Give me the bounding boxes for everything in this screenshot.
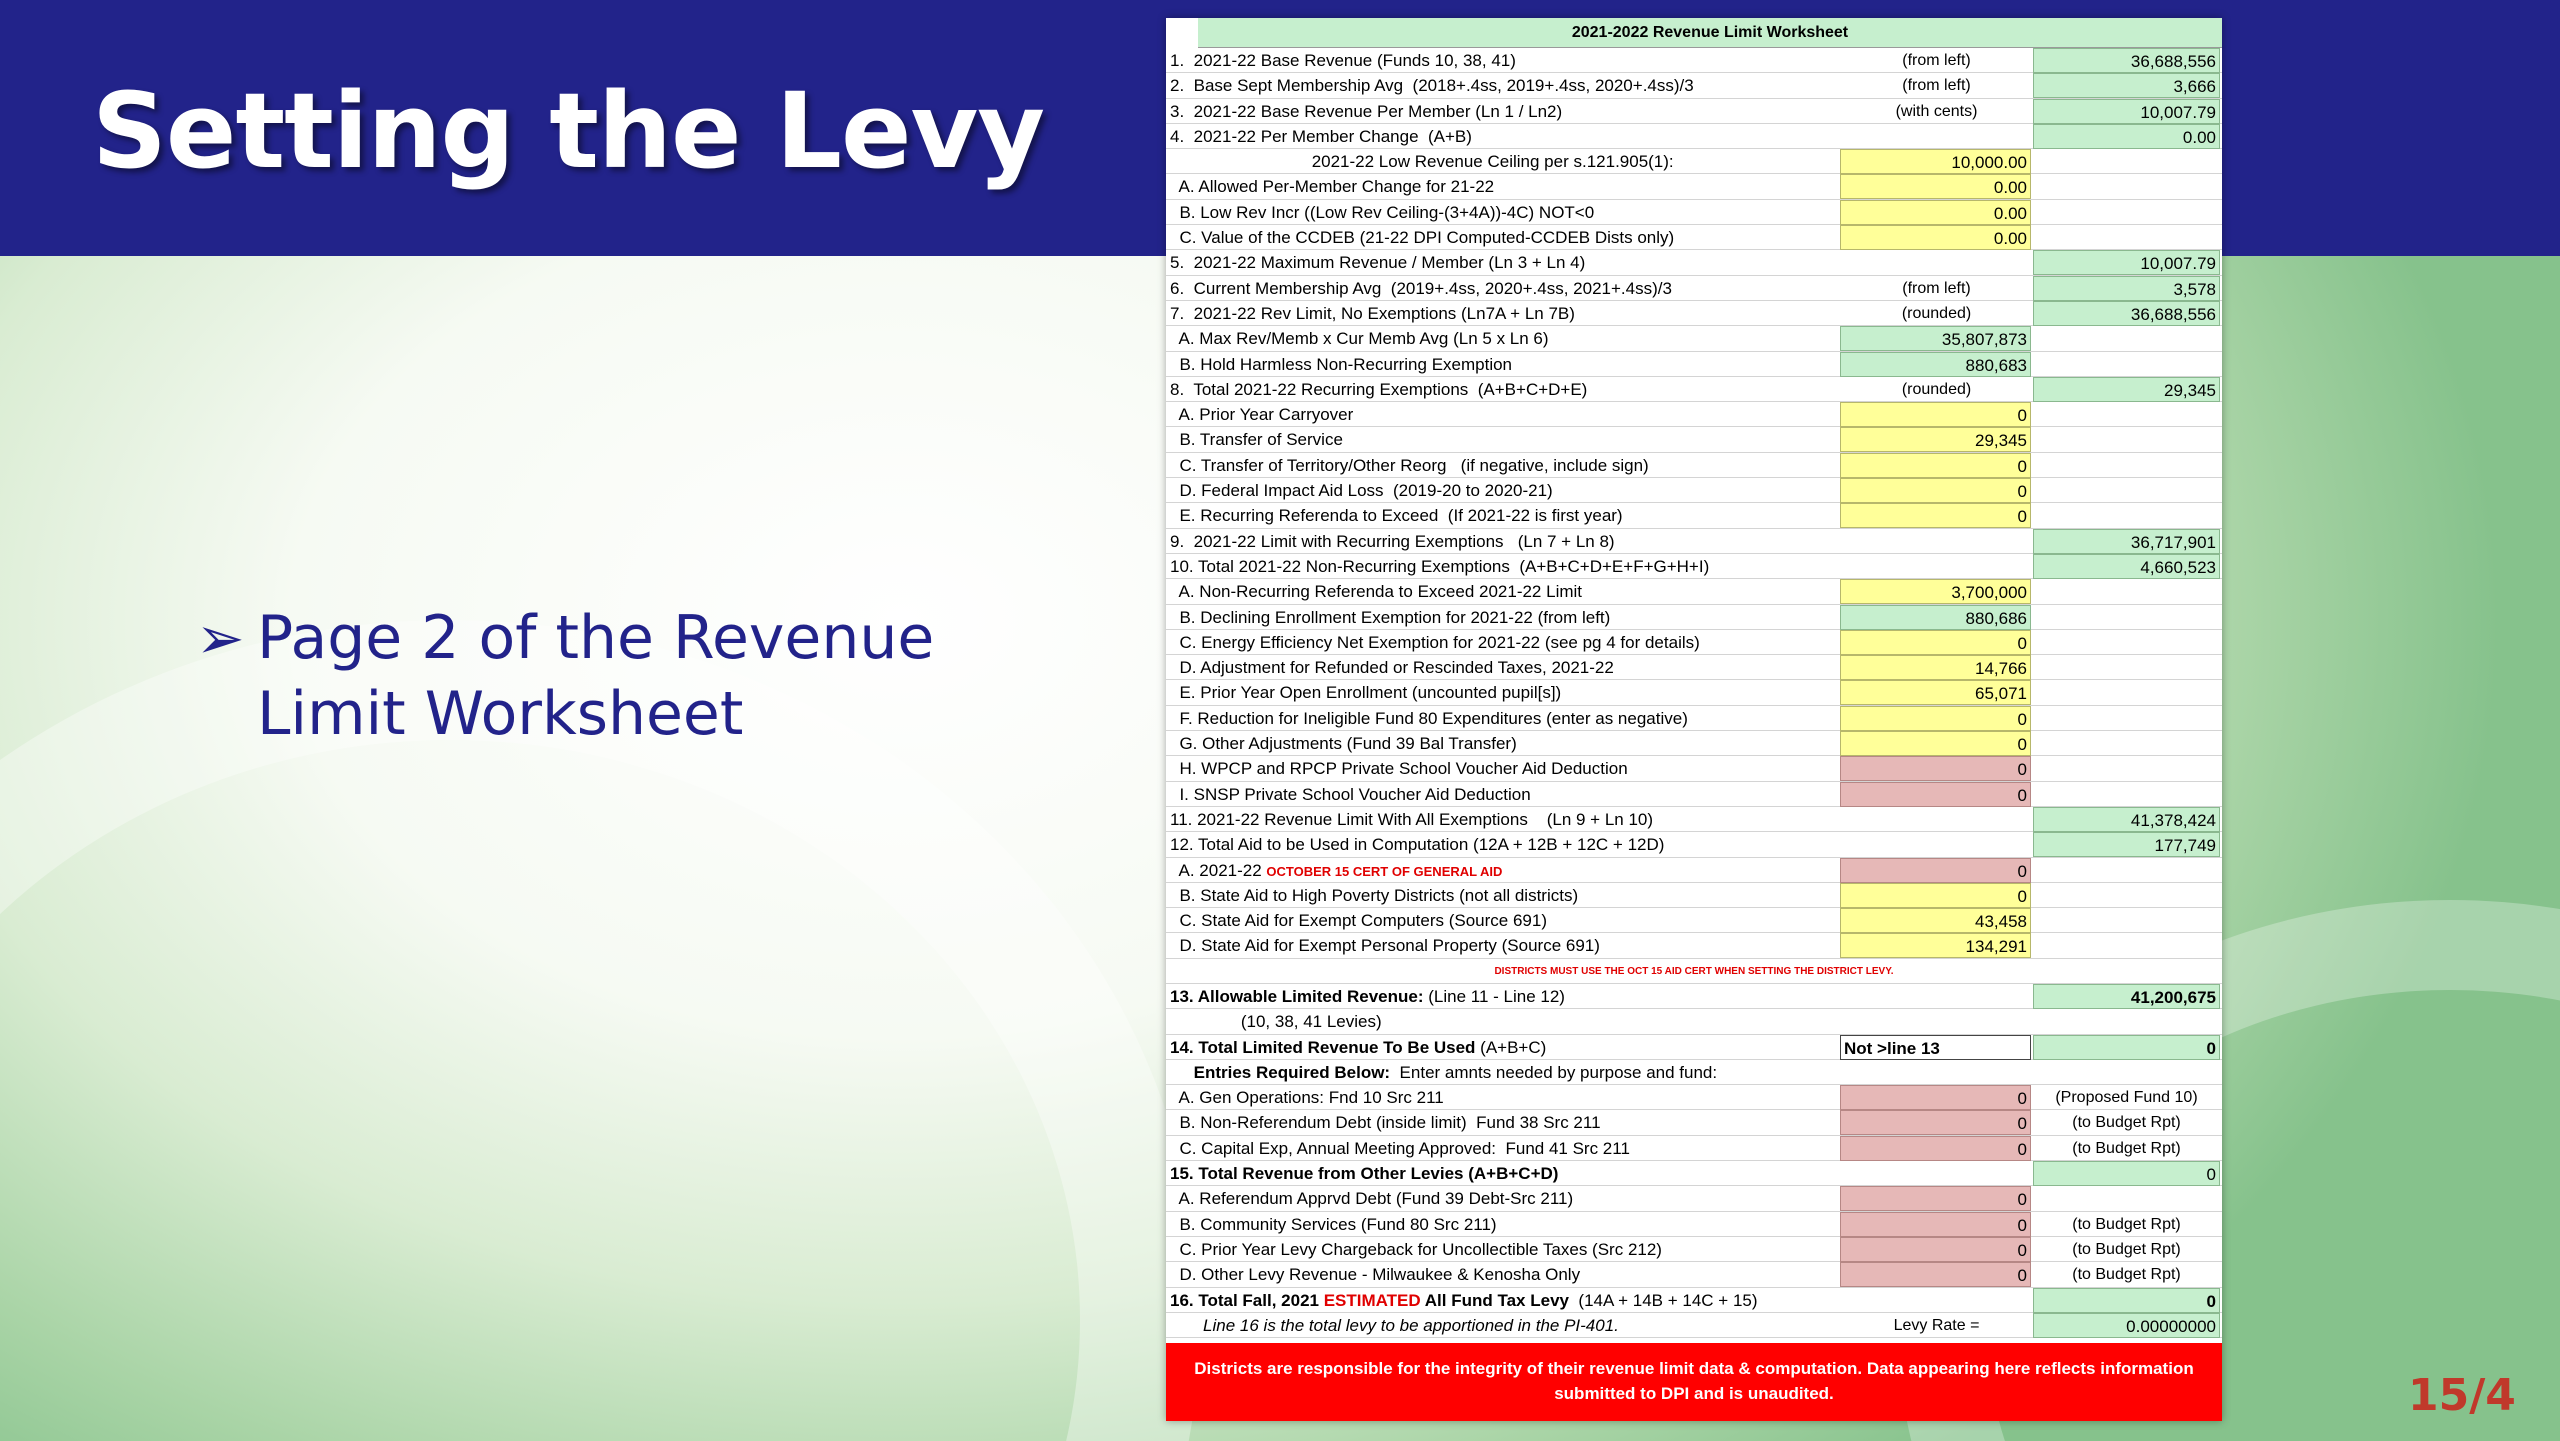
row-label [1170,1009,1840,1034]
row-note: Levy Rate = [1893,1316,1980,1334]
worksheet-row [1166,1161,2222,1186]
worksheet-warning: DISTRICTS MUST USE THE OCT 15 AID CERT WHEN SETTING THE DISTRICT LEVY. [1494,965,1894,977]
worksheet-row [1166,200,2222,225]
row-label [1170,250,1840,275]
row-side-note: (Proposed Fund 10) [2055,1089,2198,1107]
input-cell[interactable]: 3,700,000 [1840,579,2031,604]
row-label-tail: Enter amnts needed by purpose and fund: [1390,1062,1718,1082]
row-label-highlight: ESTIMATED [1323,1290,1421,1310]
row-note: (rounded) [1901,380,1972,398]
row-label-text: H. WPCP and RPCP Private School Voucher Aid Deduction [1170,759,1628,779]
worksheet-row [1166,478,2222,503]
worksheet-row [1166,832,2222,857]
worksheet-row [1166,1136,2222,1161]
row-label [1170,99,1840,124]
worksheet-row [1166,908,2222,933]
worksheet-row [1166,1085,2222,1110]
worksheet-row [1166,630,2222,655]
computed-cell: 0 [2033,1035,2220,1060]
row-note: (from left) [1902,279,1971,297]
row-label [1170,352,1840,377]
row-label-text: 13. Allowable Limited Revenue: [1170,986,1424,1006]
row-label-text: Entries Required Below: [1170,1062,1391,1082]
worksheet-row [1166,149,2222,174]
row-label-text: A. Prior Year Carryover [1170,405,1354,425]
worksheet-row [1166,807,2222,832]
row-label [1170,579,1840,604]
input-cell[interactable]: 0 [1840,1136,2031,1161]
worksheet-row [1166,984,2222,1009]
input-cell[interactable]: 0 [1840,706,2031,731]
row-note: (from left) [1902,52,1971,69]
row-side-note: (to Budget Rpt) [2072,1139,2181,1157]
row-label-text: 2021-22 Low Revenue Ceiling per s.121.905(1): [1170,152,1674,172]
bullet-point [196,600,1016,752]
row-label-text: A. Gen Operations: Fnd 10 Src 211 [1170,1088,1444,1108]
worksheet-row [1166,503,2222,528]
row-side-note: (to Budget Rpt) [2072,1266,2181,1284]
row-label [1170,402,1840,427]
row-label [1170,680,1840,705]
input-cell[interactable]: 10,000.00 [1840,149,2031,174]
worksheet-row [1166,1186,2222,1211]
input-cell[interactable]: 65,071 [1840,680,2031,705]
computed-cell: 0 [2033,1288,2220,1313]
input-cell[interactable]: 0 [1840,1110,2031,1135]
row-label [1170,1085,1840,1110]
page-number: 15/4 [2408,1370,2516,1421]
row-label-text: 4. 2021-22 Per Member Change (A+B) [1170,126,1472,146]
row-label [1170,1212,1840,1237]
input-cell[interactable]: 134,291 [1840,933,2031,958]
computed-cell: 29,345 [2033,377,2220,402]
row-label-text: 6. Current Membership Avg (2019+.4ss, 2020+.4ss, 2021+.4ss)/3 [1170,278,1672,298]
computed-cell: 177,749 [2033,832,2220,857]
input-cell: 35,807,873 [1840,326,2031,351]
row-label-text: Line 16 is the total levy to be apportioned in the PI-401. [1170,1315,1619,1335]
worksheet-row [1166,124,2222,149]
row-note: (with cents) [1895,102,1978,120]
row-label-text: D. Adjustment for Refunded or Rescinded Taxes, 2021-22 [1170,658,1614,678]
worksheet-row [1166,73,2222,98]
computed-cell: 4,660,523 [2033,554,2220,579]
worksheet-row [1166,1035,2222,1060]
bullet-text: Page 2 of the Revenue Limit Worksheet [256,603,935,749]
input-cell[interactable]: 0 [1840,756,2031,781]
row-label [1170,1262,1840,1287]
worksheet-row [1166,579,2222,604]
row-label-text: 3. 2021-22 Base Revenue Per Member (Ln 1 / Ln2) [1170,101,1563,121]
computed-cell: 41,378,424 [2033,807,2220,832]
row-label-text: 15. Total Revenue from Other Levies (A+B+C+D) [1170,1164,1559,1184]
row-label [1170,1060,1840,1085]
input-cell[interactable]: 0 [1840,1085,2031,1110]
input-cell[interactable]: 0 [1840,731,2031,756]
revenue-limit-worksheet [1166,18,2222,1421]
row-label [1170,326,1840,351]
row-label [1170,1110,1840,1135]
worksheet-rows [1166,48,2222,1338]
row-label-text: C. Prior Year Levy Chargeback for Uncollectible Taxes (Src 212) [1170,1239,1662,1259]
worksheet-row [1166,655,2222,680]
row-label-text: B. Transfer of Service [1170,430,1343,450]
row-label-text: A. Allowed Per-Member Change for 21-22 [1170,177,1495,197]
computed-cell: 3,578 [2033,276,2220,301]
row-label [1170,554,1840,579]
row-label-text: A. Max Rev/Memb x Cur Memb Avg (Ln 5 x Ln 6) [1170,329,1549,349]
row-side-note: (to Budget Rpt) [2072,1114,2181,1132]
row-label-tail: (14A + 14B + 14C + 15) [1568,1290,1758,1310]
row-label-text: A. 2021-22 [1170,860,1267,880]
row-label [1170,48,1840,73]
worksheet-row [1166,933,2222,958]
row-label-text: B. Non-Referendum Debt (inside limit) Fund 38 Src 211 [1170,1113,1601,1133]
row-label-text: D. State Aid for Exempt Personal Property (Source 691) [1170,936,1600,956]
input-cell[interactable]: 0 [1840,883,2031,908]
row-label [1170,427,1840,452]
input-cell[interactable]: 0.00 [1840,200,2031,225]
input-cell: 880,683 [1840,352,2031,377]
worksheet-row [1166,959,2222,984]
row-label-text: 11. 2021-22 Revenue Limit With All Exemptions (Ln 9 + Ln 10) [1170,809,1654,829]
row-label [1170,630,1840,655]
worksheet-row [1166,554,2222,579]
row-label [1170,984,1840,1009]
row-label [1170,225,1840,250]
worksheet-disclaimer: Districts are responsible for the integrity of their revenue limit data & computation. Data appearing here reflects information submitted to DPI and is unaudited. [1166,1343,2222,1421]
input-cell[interactable]: 0 [1840,858,2031,883]
row-label-text: 14. Total Limited Revenue To Be Used [1170,1037,1476,1057]
row-side-note: (to Budget Rpt) [2072,1215,2181,1233]
input-cell[interactable]: 0 [1840,478,2031,503]
row-label-text: A. Referendum Apprvd Debt (Fund 39 Debt-Src 211) [1170,1189,1574,1209]
worksheet-row [1166,1060,2222,1085]
row-label-text: I. SNSP Private School Voucher Aid Deduction [1170,784,1531,804]
row-label-highlight: OCTOBER 15 CERT OF GENERAL AID [1266,863,1503,879]
row-label [1170,1035,1840,1060]
input-cell[interactable]: 0 [1840,1212,2031,1237]
row-label-text: E. Prior Year Open Enrollment (uncounted pupil[s]) [1170,683,1562,703]
input-cell[interactable]: 0 [1840,630,2031,655]
row-label [1170,933,1840,958]
worksheet-row [1166,731,2222,756]
arrow-bullet-icon: ➢ [196,604,245,672]
row-label-text: 1. 2021-22 Base Revenue (Funds 10, 38, 41) [1170,51,1516,70]
worksheet-row [1166,529,2222,554]
row-label-text: F. Reduction for Ineligible Fund 80 Expenditures (enter as negative) [1170,708,1688,728]
row-label-text: C. State Aid for Exempt Computers (Source 691) [1170,911,1547,931]
computed-cell: 10,007.79 [2033,250,2220,275]
row-label-text: 10. Total 2021-22 Non-Recurring Exemptions (A+B+C+D+E+F+G+H+I) [1170,556,1710,576]
row-label-text: B. Low Rev Incr ((Low Rev Ceiling-(3+4A))-4C) NOT<0 [1170,202,1595,222]
row-label [1170,832,1840,857]
row-label [1170,503,1840,528]
worksheet-row [1166,453,2222,478]
worksheet-row [1166,48,2222,73]
worksheet-row [1166,858,2222,883]
worksheet-row [1166,174,2222,199]
worksheet-row [1166,706,2222,731]
row-label [1170,174,1840,199]
input-cell[interactable]: 0 [1840,503,2031,528]
row-label [1170,1136,1840,1161]
input-cell[interactable]: 0 [1840,402,2031,427]
row-label-tail: All Fund Tax Levy [1420,1290,1569,1310]
input-cell[interactable]: 0.00 [1840,174,2031,199]
worksheet-row [1166,1009,2222,1034]
computed-cell: 36,688,556 [2033,48,2220,73]
input-cell[interactable]: 0.00 [1840,225,2031,250]
row-label [1170,1237,1840,1262]
worksheet-row [1166,883,2222,908]
row-label [1170,1313,1840,1338]
row-label-text: D. Other Levy Revenue - Milwaukee & Kenosha Only [1170,1265,1581,1285]
row-label [1170,706,1840,731]
worksheet-row [1166,1288,2222,1313]
worksheet-row [1166,680,2222,705]
row-label-text: B. Community Services (Fund 80 Src 211) [1170,1214,1497,1234]
worksheet-row [1166,1212,2222,1237]
worksheet-row [1166,326,2222,351]
row-label [1170,731,1840,756]
input-cell[interactable]: 43,458 [1840,908,2031,933]
row-label [1170,149,1840,174]
row-label [1170,655,1840,680]
row-note: (from left) [1902,77,1971,95]
computed-cell: 10,007.79 [2033,99,2220,124]
input-cell[interactable]: 0 [1840,1186,2031,1211]
computed-cell: 41,200,675 [2033,984,2220,1009]
row-label-text: 9. 2021-22 Limit with Recurring Exemptions (Ln 7 + Ln 8) [1170,531,1615,551]
worksheet-row [1166,377,2222,402]
input-cell[interactable]: 0 [1840,782,2031,807]
row-label [1170,301,1840,326]
worksheet-row [1166,605,2222,630]
worksheet-row [1166,1237,2222,1262]
row-label [1170,883,1840,908]
input-cell: 880,686 [1840,605,2031,630]
row-label-text: A. Non-Recurring Referenda to Exceed 2021-22 Limit [1170,582,1583,602]
worksheet-row [1166,402,2222,427]
worksheet-row [1166,1313,2222,1338]
slide-title: Setting the Levy [92,70,1045,192]
row-label-text: B. Declining Enrollment Exemption for 2021-22 (from left) [1170,607,1611,627]
computed-cell: 36,688,556 [2033,301,2220,326]
worksheet-row [1166,756,2222,781]
row-label-tail: (Line 11 - Line 12) [1423,986,1565,1006]
row-label-text: G. Other Adjustments (Fund 39 Bal Transfer) [1170,734,1517,754]
computed-cell: 0.00000000 [2033,1313,2220,1338]
row-label [1170,453,1840,478]
row-label [1170,73,1840,98]
row-label-tail: (A+B+C) [1475,1037,1547,1057]
worksheet-row [1166,427,2222,452]
worksheet-row [1166,1110,2222,1135]
row-side-note: (to Budget Rpt) [2072,1240,2181,1258]
row-label-text: 2. Base Sept Membership Avg (2018+.4ss, 2019+.4ss, 2020+.4ss)/3 [1170,76,1694,96]
row-label-text: C. Value of the CCDEB (21-22 DPI Computed-CCDEB Dists only) [1170,228,1675,248]
row-label [1170,276,1840,301]
input-cell[interactable]: 14,766 [1840,655,2031,680]
row-label-text: 8. Total 2021-22 Recurring Exemptions (A+B+C+D+E) [1170,379,1588,399]
worksheet-row [1166,352,2222,377]
worksheet-row [1166,225,2222,250]
row-label-text: D. Federal Impact Aid Loss (2019-20 to 2020-21) [1170,481,1553,501]
worksheet-row [1166,1262,2222,1287]
computed-cell: 0.00 [2033,124,2220,149]
computed-cell: 36,717,901 [2033,529,2220,554]
computed-cell: 3,666 [2033,73,2220,98]
row-label-text: C. Transfer of Territory/Other Reorg (if negative, include sign) [1170,455,1649,475]
row-label [1170,605,1840,630]
row-label-text: B. State Aid to High Poverty Districts (not all districts) [1170,885,1579,905]
input-cell[interactable]: 0 [1840,1237,2031,1262]
computed-cell: 0 [2033,1161,2220,1186]
worksheet-row [1166,782,2222,807]
row-label [1170,377,1840,402]
row-label [1170,756,1840,781]
input-cell[interactable]: 0 [1840,453,2031,478]
row-label [1170,807,1840,832]
row-label-text: C. Capital Exp, Annual Meeting Approved: Fund 41 Src 211 [1170,1138,1630,1158]
worksheet-row [1166,301,2222,326]
row-label [1170,1288,1840,1313]
row-label [1170,478,1840,503]
worksheet-title: 2021-2022 Revenue Limit Worksheet [1198,18,2222,48]
row-label [1170,529,1840,554]
input-cell[interactable]: 29,345 [1840,427,2031,452]
row-label [1170,200,1840,225]
worksheet-row [1166,250,2222,275]
row-label [1170,1186,1840,1211]
row-label [1170,124,1840,149]
input-cell[interactable]: 0 [1840,1262,2031,1287]
row-label-text: C. Energy Efficiency Net Exemption for 2021-22 (see pg 4 for details) [1170,632,1700,652]
row-label [1170,782,1840,807]
row-label-text: E. Recurring Referenda to Exceed (If 2021-22 is first year) [1170,506,1623,526]
row-label-text: (10, 38, 41 Levies) [1170,1012,1382,1032]
row-label-text: 16. Total Fall, 2021 [1170,1290,1324,1310]
input-cell: Not >line 13 [1840,1035,2031,1060]
row-label-text: B. Hold Harmless Non-Recurring Exemption [1170,354,1513,374]
row-label-text: 7. 2021-22 Rev Limit, No Exemptions (Ln7A + Ln 7B) [1170,303,1575,323]
row-label-text: 5. 2021-22 Maximum Revenue / Member (Ln 3 + Ln 4) [1170,253,1586,273]
worksheet-row [1166,276,2222,301]
row-label [1170,1161,1840,1186]
worksheet-row [1166,99,2222,124]
row-label-text: 12. Total Aid to be Used in Computation (12A + 12B + 12C + 12D) [1170,835,1665,855]
row-label [1170,858,1840,883]
row-label [1170,908,1840,933]
row-note: (rounded) [1901,304,1972,322]
